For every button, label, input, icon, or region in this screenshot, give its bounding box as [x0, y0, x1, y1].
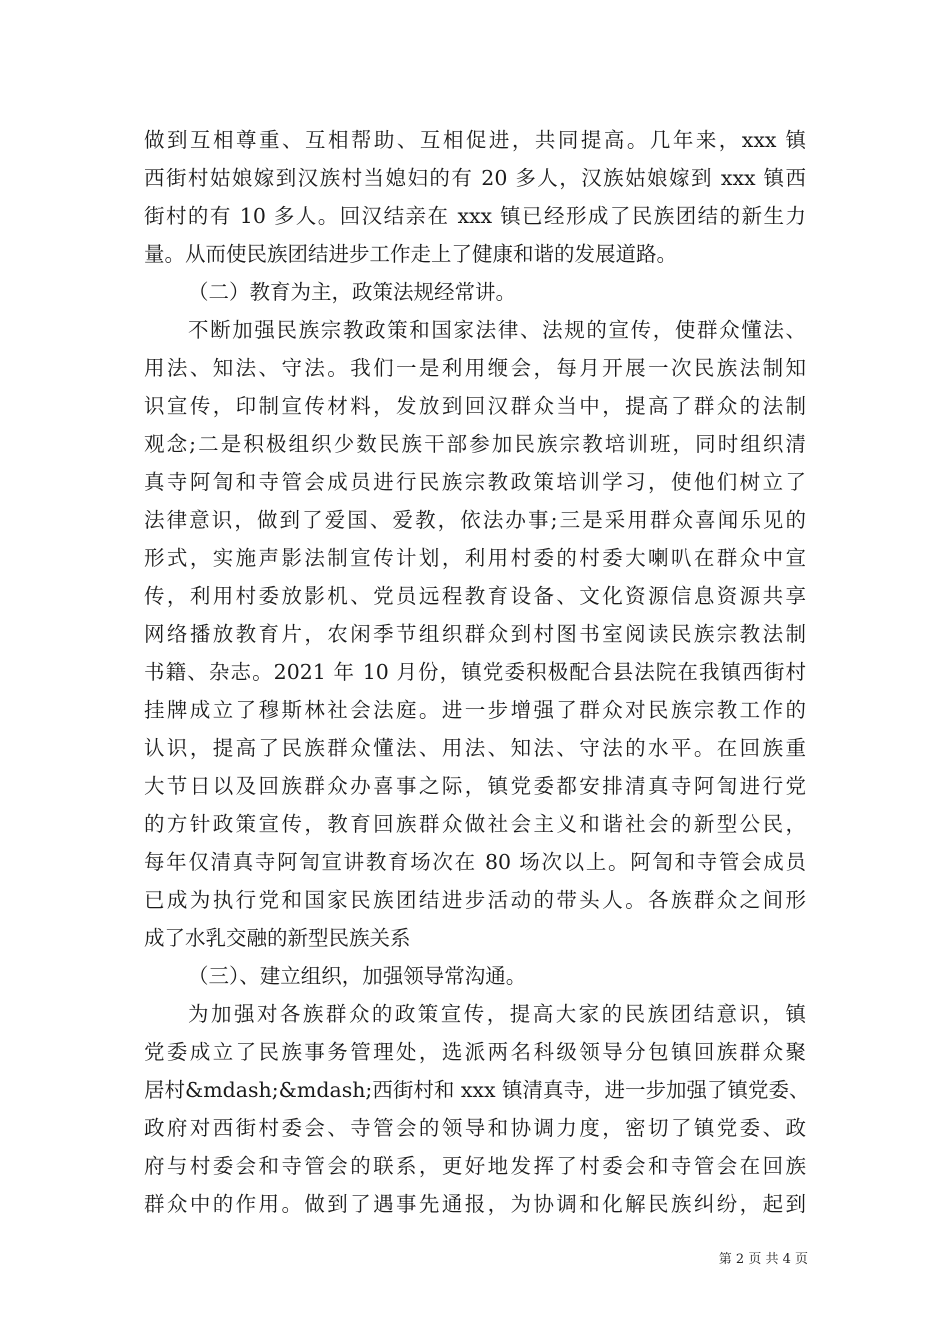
- text-line: 用法、知法、守法。我们一是利用缏会，每月开展一次民族法制知: [144, 356, 806, 380]
- text-line: 居村&mdash;&mdash;西街村和 xxx 镇清真寺，进一步加强了镇党委、: [144, 1078, 810, 1102]
- text-line: 做到互相尊重、互相帮助、互相促进，共同提高。几年来，xxx 镇: [144, 128, 806, 152]
- text-line: 街村的有 10 多人。回汉结亲在 xxx 镇已经形成了民族团结的新生力: [144, 204, 806, 228]
- section-heading: （二）教育为主，政策法规经常讲。: [188, 280, 516, 304]
- text-line: 府与村委会和寺管会的联系，更好地发挥了村委会和寺管会在回族: [144, 1154, 806, 1178]
- text-line: 挂牌成立了穆斯林社会法庭。进一步增强了群众对民族宗教工作的: [144, 698, 806, 722]
- text-line: 成了水乳交融的新型民族关系: [144, 926, 411, 950]
- text-line: 观念;二是积极组织少数民族干部参加民族宗教培训班，同时组织清: [144, 432, 806, 456]
- text-line: 政府对西街村委会、寺管会的领导和协调力度，密切了镇党委、政: [144, 1116, 806, 1140]
- text-line: 每年仅清真寺阿訇宣讲教育场次在 80 场次以上。阿訇和寺管会成员: [144, 850, 806, 874]
- text-line: 传，利用村委放影机、党员远程教育设备、文化资源信息资源共享: [144, 584, 806, 608]
- section-heading: （三）、建立组织，加强领导常沟通。: [188, 964, 527, 988]
- text-line: 群众中的作用。做到了遇事先通报，为协调和化解民族纠纷，起到: [144, 1192, 806, 1216]
- text-line: 网络播放教育片，农闲季节组织群众到村图书室阅读民族宗教法制: [144, 622, 806, 646]
- text-line: 的方针政策宣传，教育回族群众做社会主义和谐社会的新型公民，: [144, 812, 806, 836]
- text-line: 形式，实施声影法制宣传计划，利用村委的村委大喇叭在群众中宣: [144, 546, 806, 570]
- body-text: [144, 121, 810, 1223]
- text-line: 西街村姑娘嫁到汉族村当媳妇的有 20 多人，汉族姑娘嫁到 xxx 镇西: [144, 166, 806, 190]
- page-number: 第 2 页 共 4 页: [718, 1252, 808, 1267]
- text-line: 法律意识，做到了爱国、爱教，依法办事;三是采用群众喜闻乐见的: [144, 508, 806, 532]
- text-line: 识宣传，印制宣传材料，发放到回汉群众当中，提高了群众的法制: [144, 394, 806, 418]
- text-line: 认识，提高了民族群众懂法、用法、知法、守法的水平。在回族重: [144, 736, 806, 760]
- text-line: 不断加强民族宗教政策和国家法律、法规的宣传，使群众懂法、: [188, 318, 806, 342]
- text-line: 书籍、杂志。2021 年 10 月份，镇党委积极配合县法院在我镇西街村: [144, 660, 806, 684]
- text-line: 已成为执行党和国家民族团结进步活动的带头人。各族群众之间形: [144, 888, 806, 912]
- text-line: 量。从而使民族团结进步工作走上了健康和谐的发展道路。: [144, 242, 677, 266]
- text-line: 大节日以及回族群众办喜事之际，镇党委都安排清真寺阿訇进行党: [144, 774, 806, 798]
- text-line: 为加强对各族群众的政策宣传，提高大家的民族团结意识，镇: [188, 1002, 806, 1026]
- text-line: 党委成立了民族事务管理处，选派两名科级领导分包镇回族群众聚: [144, 1040, 806, 1064]
- text-line: 真寺阿訇和寺管会成员进行民族宗教政策培训学习，使他们树立了: [144, 470, 806, 494]
